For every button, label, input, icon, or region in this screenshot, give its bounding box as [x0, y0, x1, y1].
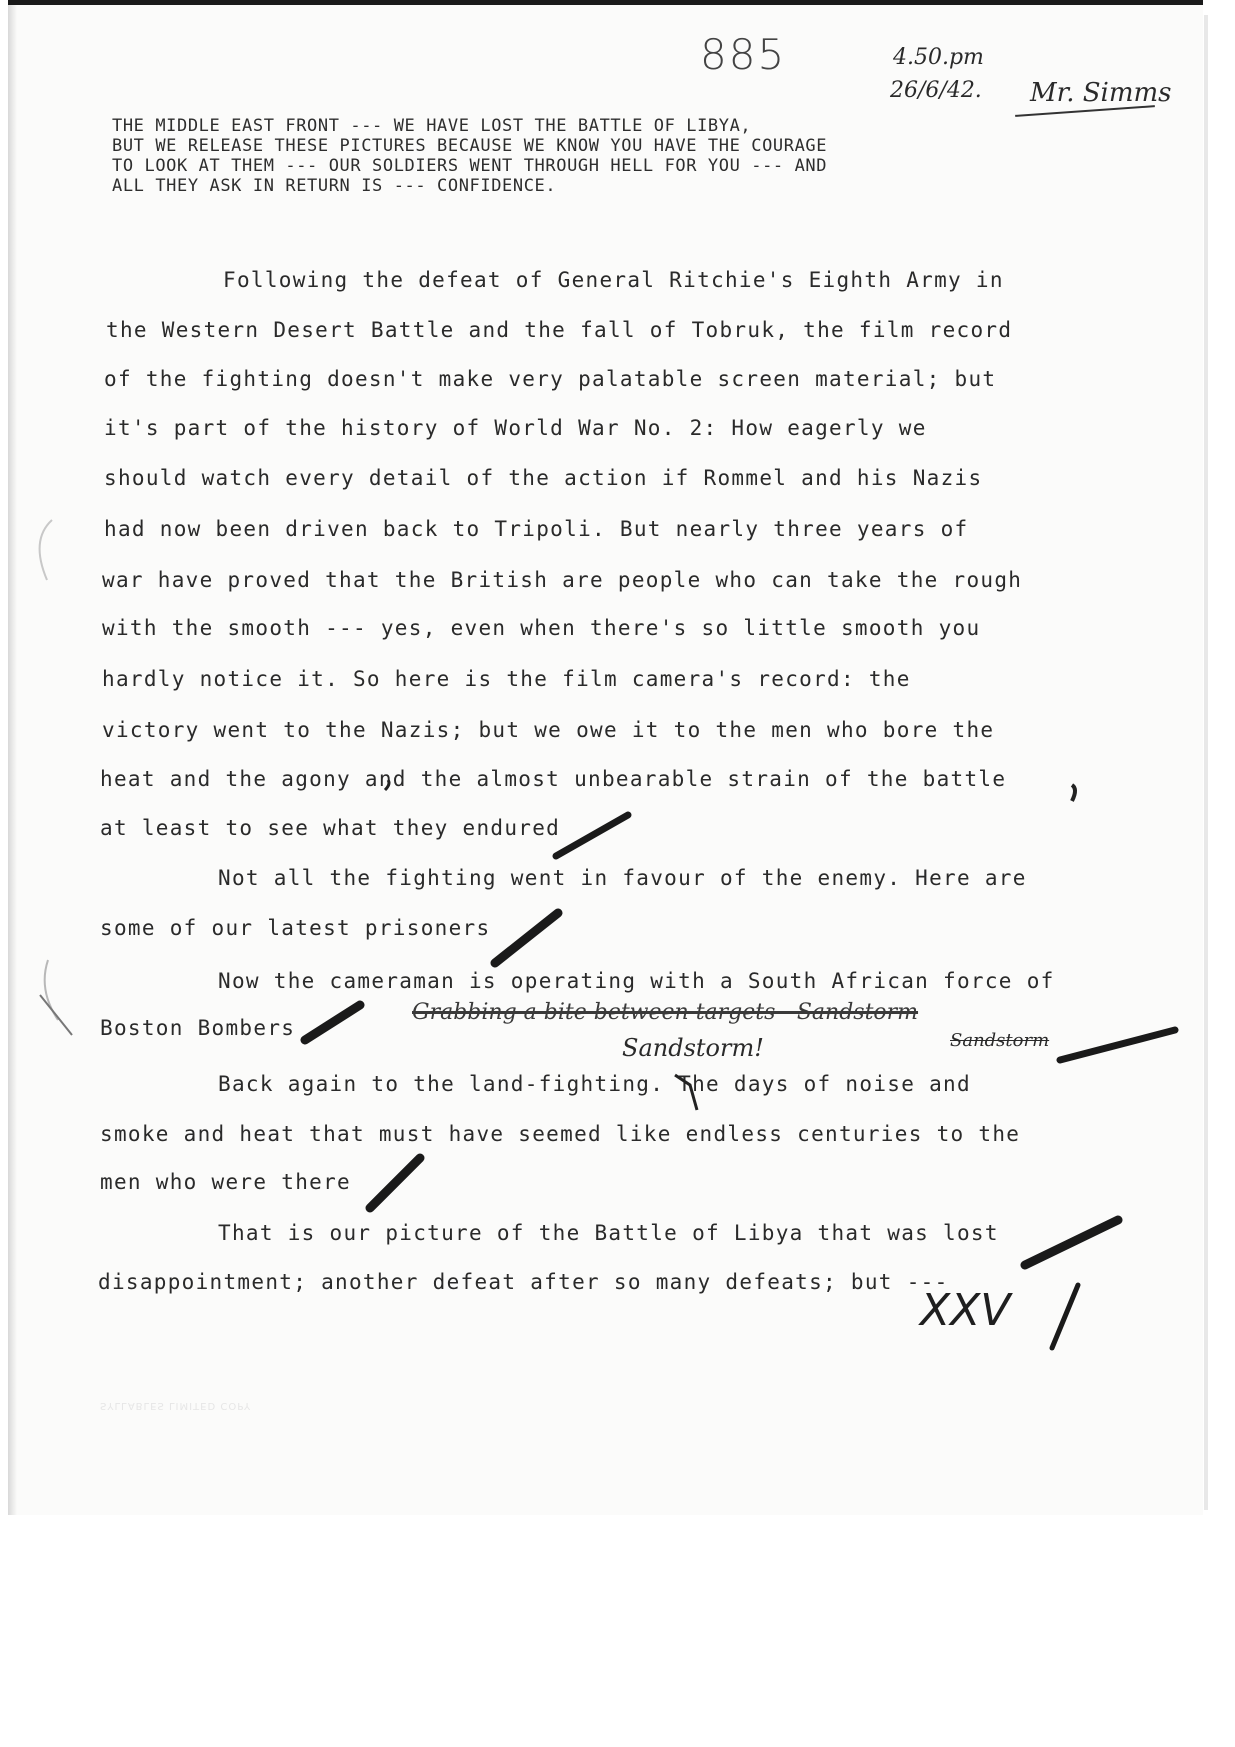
- handwritten-time: 4.50.pm: [893, 45, 984, 70]
- pen-comma-mark: [1072, 785, 1075, 801]
- pen-strike-mark: [495, 913, 558, 963]
- body-line: some of our latest prisoners: [100, 916, 491, 940]
- pen-strike-mark: [1060, 1030, 1175, 1060]
- page-number: 885: [700, 30, 787, 79]
- body-line: had now been driven back to Tripoli. But nearly three years of: [104, 517, 969, 541]
- handwritten-recipient: Mr. Simms: [1030, 78, 1172, 108]
- body-line: with the smooth --- yes, even when there's so little smooth you: [102, 616, 981, 640]
- body-line: at least to see what they endured: [100, 816, 561, 840]
- body-line: of the fighting doesn't make very palatable screen material; but: [104, 367, 997, 391]
- pen-strike-mark: [556, 815, 628, 856]
- body-line: hardly notice it. So here is the film camera's record: the: [102, 667, 911, 691]
- struck-handwritten-note: Grabbing a bite between targets - Sandstorm: [412, 1000, 919, 1025]
- pen-strike-mark: [305, 1005, 360, 1040]
- body-line: it's part of the history of World War No. 2: How eagerly we: [104, 416, 927, 440]
- pen-comma-mark: [385, 780, 389, 790]
- paper-tear-mark: [40, 520, 52, 580]
- body-line: men who were there: [100, 1170, 351, 1194]
- body-line: war have proved that the British are people who can take the rough: [102, 568, 1023, 592]
- handwritten-signature: XXV: [920, 1285, 1011, 1336]
- handwritten-insert: Sandstorm!: [622, 1034, 764, 1062]
- paper-tear-mark: [40, 995, 72, 1035]
- body-line: smoke and heat that must have seemed like endless centuries to the: [100, 1122, 1021, 1146]
- handwritten-date: 26/6/42.: [890, 78, 982, 103]
- pen-strike-mark: [1052, 1285, 1078, 1348]
- pen-strike-mark: [675, 1075, 697, 1110]
- body-line: heat and the agony and the almost unbearable strain of the battle: [100, 767, 1007, 791]
- body-line: Now the cameraman is operating with a South African force of: [218, 969, 1055, 993]
- body-line: disappointment; another defeat after so many defeats; but ---: [98, 1270, 949, 1294]
- bleed-through-stamp: SYLLABLES LIMITED COPY: [100, 1400, 252, 1411]
- body-line: Following the defeat of General Ritchie's Eighth Army in: [223, 268, 1004, 292]
- handwritten-insert-struck: Sandstorm: [950, 1030, 1050, 1051]
- body-line: Not all the fighting went in favour of the enemy. Here are: [218, 866, 1027, 890]
- paper-tear-mark: [45, 960, 58, 1020]
- headline: THE MIDDLE EAST FRONT --- WE HAVE LOST THE BATTLE OF LIBYA, BUT WE RELEASE THESE PICTURES BECAUSE WE KNOW YOU HAVE THE COURAGE TO LOOK AT THEM --- OUR SOLDIERS WENT THROUGH HELL FOR YOU --- AND ALL THEY ASK IN RETURN IS --- CONFIDENCE.: [112, 116, 828, 196]
- body-line: should watch every detail of the action if Rommel and his Nazis: [104, 466, 983, 490]
- body-line: That is our picture of the Battle of Libya that was lost: [218, 1221, 999, 1245]
- body-line: the Western Desert Battle and the fall of Tobruk, the film record: [106, 318, 1013, 342]
- body-line: Boston Bombers: [100, 1016, 296, 1040]
- body-line: victory went to the Nazis; but we owe it to the men who bore the: [102, 718, 995, 742]
- pen-strike-mark: [1025, 1220, 1118, 1265]
- body-line: Back again to the land-fighting. The days of noise and: [218, 1072, 971, 1096]
- pen-strike-mark: [370, 1158, 420, 1208]
